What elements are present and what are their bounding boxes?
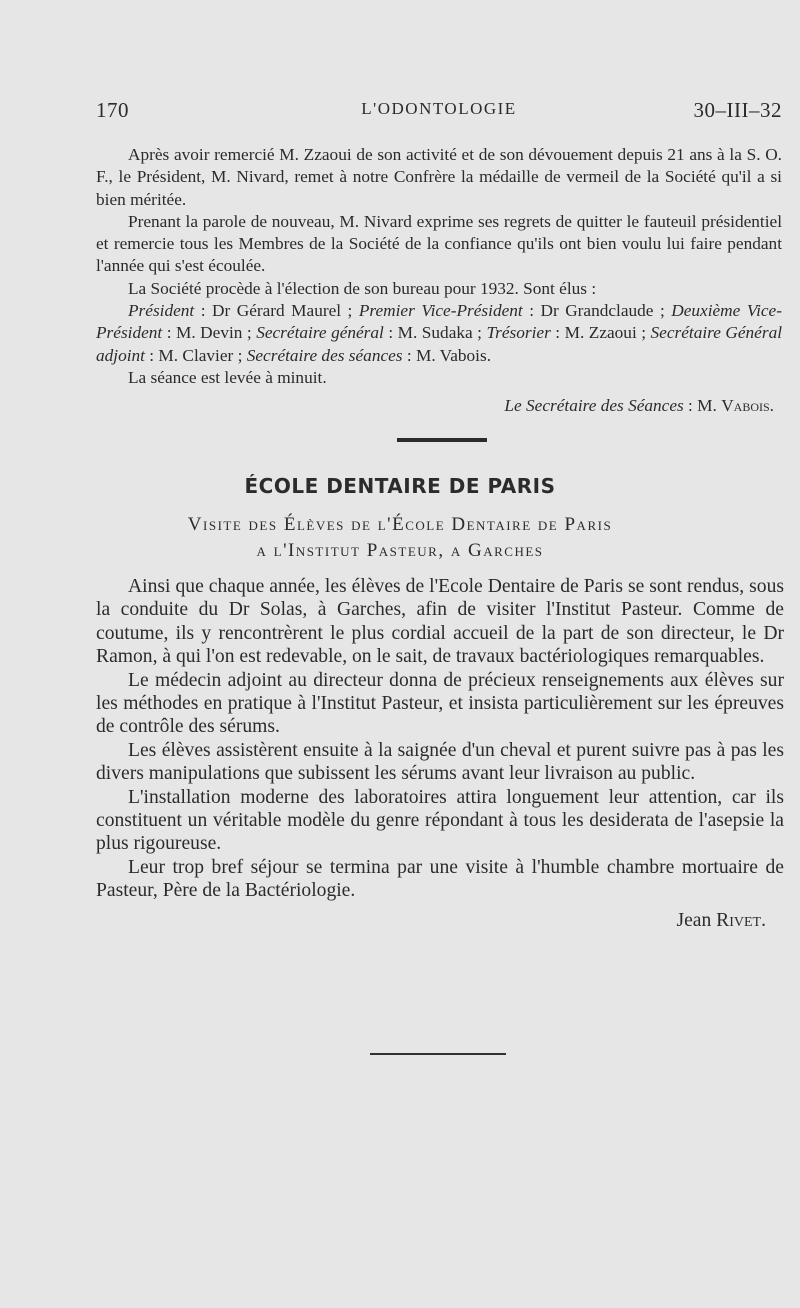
- author-first-name: Jean: [676, 909, 717, 931]
- election-role: Président: [128, 301, 195, 321]
- election-role: Secrétaire Général adjoint: [96, 323, 783, 365]
- end-divider: [370, 1053, 506, 1055]
- election-role: Premier Vice-Président: [358, 301, 523, 321]
- election-role: Deuxième Vice-Président: [96, 301, 782, 343]
- section-divider: [397, 438, 487, 442]
- article-paragraph: L'installation moderne des laboratoires attira longuement leur attention, car ils constituent un véritable modèle du genre répondant à tous les desiderata de l'asepsie la plus rigoureuse.: [96, 786, 784, 855]
- minutes-paragraph: Après avoir remercié M. Zzaoui de son activité et de son dévouement depuis 21 ans à la S. O. F., le Président, M. Nivard, remet à notre Confrère la médaille de vermeil de la Société qu'il a si bien méritée.: [96, 145, 782, 209]
- election-role: Secrétaire général: [256, 323, 384, 343]
- article-title-line-2: a l'Institut Pasteur, a Garches: [256, 540, 544, 561]
- signature-separator: : M.: [683, 396, 722, 416]
- election-results: [96, 300, 782, 367]
- page-number: 170: [96, 98, 129, 122]
- minutes-paragraph: La Société procède à l'élection de son bureau pour 1932. Sont élus :: [128, 278, 597, 298]
- article-author: [96, 909, 784, 932]
- election-role: Secrétaire des séances: [246, 345, 403, 365]
- article-body: [96, 575, 784, 932]
- issue-date: 30–III–32: [693, 98, 782, 122]
- minutes-paragraph: Prenant la parole de nouveau, M. Nivard exprime ses regrets de quitter le fauteuil présidentiel et remercie tous les Membres de la Société de la confiance qu'ils ont bien voulu lui faire pendant l'année qui s'est écoulée.: [96, 211, 782, 276]
- signature-name: Vabois.: [721, 396, 774, 416]
- election-role: Trésorier: [486, 323, 551, 343]
- election-member: : M. Zzaoui ;: [550, 323, 651, 343]
- meeting-minutes: [96, 144, 782, 418]
- journal-title: L'ODONTOLOGIE: [361, 99, 517, 118]
- minutes-paragraph: La séance est levée à minuit.: [128, 367, 327, 387]
- running-header: [96, 98, 782, 128]
- article-paragraph: Leur trop bref séjour se termina par une visite à l'humble chambre mortuaire de Pasteur, Père de la Bactériologie.: [96, 856, 784, 902]
- signature-role: Le Secrétaire des Séances: [504, 396, 684, 416]
- election-member: : M. Clavier ;: [144, 345, 247, 365]
- article-paragraph: Le médecin adjoint au directeur donna de précieux renseignements aux élèves sur les méthodes en pratique à l'Institut Pasteur, et insista particulièrement sur les épreuves de contrôle des sérums.: [96, 669, 784, 738]
- election-member: : M. Vabois.: [402, 345, 492, 365]
- article-paragraph: Les élèves assistèrent ensuite à la saignée d'un cheval et purent suivre pas à pas les divers manipulations que subissent les sérums avant leur livraison au public.: [96, 739, 784, 785]
- article-title-line-1: Visite des Élèves de l'École Dentaire de Paris: [187, 514, 613, 535]
- article-paragraph: Ainsi que chaque année, les élèves de l'Ecole Dentaire de Paris se sont rendus, sous la conduite du Dr Solas, à Garches, afin de visiter l'Institut Pasteur. Comme de coutume, ils y rencontrèrent le plus cordial accueil de la part de son directeur, le Dr Ramon, à qui l'on est redevable, on le sait, de travaux bactériologiques remarquables.: [96, 576, 784, 668]
- author-last-name: Rivet.: [716, 909, 766, 931]
- minutes-signature: [96, 395, 782, 417]
- election-member: : M. Sudaka ;: [383, 323, 487, 343]
- election-member: : Dr Gérard Maurel ;: [194, 301, 359, 321]
- election-member: : Dr Grandclaude ;: [522, 301, 672, 321]
- election-member: : M. Devin ;: [162, 323, 257, 343]
- section-title: ÉCOLE DENTAIRE DE PARIS: [244, 474, 556, 498]
